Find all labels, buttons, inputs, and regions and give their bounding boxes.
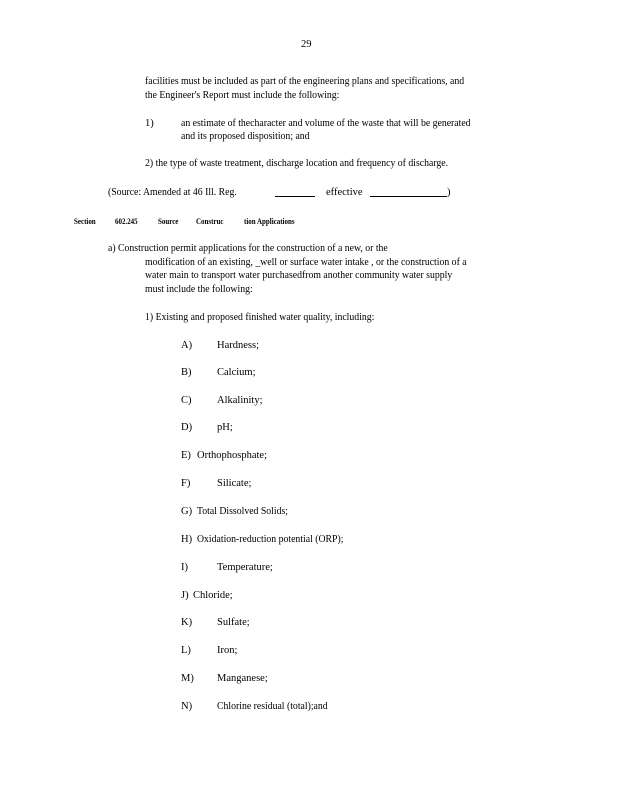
list-letter: K) bbox=[181, 617, 193, 628]
list-letter: G) bbox=[181, 506, 193, 517]
intro-line-1: facilities must be included as part of the engineering plans and specifications, and bbox=[145, 76, 465, 87]
list-letter: L) bbox=[181, 645, 191, 656]
item-2: 2) the type of waste treatment, discharge location and frequency of discharge. bbox=[145, 158, 449, 169]
source-label: (Source: Amended at 46 Ill. Reg. bbox=[108, 187, 237, 198]
list-letter: I) bbox=[181, 562, 188, 573]
list-item-text: Temperature; bbox=[217, 562, 273, 573]
item-1-line-2: and its proposed disposition; and bbox=[181, 131, 310, 142]
list-letter: M) bbox=[181, 673, 194, 684]
section-title-word-3: tion Applications bbox=[244, 216, 295, 226]
page-number: 29 bbox=[301, 39, 312, 50]
list-letter: N) bbox=[181, 701, 193, 712]
para-a-line-2: modification of an existing, _well or surface water intake , or the construction of a bbox=[145, 257, 467, 268]
list-letter: E) bbox=[181, 450, 191, 461]
section-number: 602.245 bbox=[115, 216, 138, 226]
list-letter: J) bbox=[181, 590, 189, 601]
list-item-text: Silicate; bbox=[217, 478, 252, 489]
para-a-line-1: a) Construction permit applications for the construction of a new, or the bbox=[108, 243, 388, 254]
list-letter: C) bbox=[181, 395, 192, 406]
sub-item-1: 1) Existing and proposed finished water quality, including: bbox=[145, 312, 375, 323]
para-a-line-3: water main to transport water purchasedfrom another community water supply bbox=[145, 270, 453, 281]
intro-line-2: the Engineer's Report must include the following: bbox=[145, 90, 340, 101]
list-item-text: Hardness; bbox=[217, 340, 259, 351]
list-item-text: Oxidation-reduction potential (ORP); bbox=[197, 534, 344, 545]
item-1-number: 1) bbox=[145, 118, 154, 129]
list-item-text: Calcium; bbox=[217, 367, 256, 378]
list-item-text: Manganese; bbox=[217, 673, 268, 684]
list-item-text: Orthophosphate; bbox=[197, 450, 267, 461]
list-item-text: Sulfate; bbox=[217, 617, 250, 628]
list-item-text: Alkalinity; bbox=[217, 395, 263, 406]
source-effective: effective bbox=[326, 187, 363, 198]
section-label: Section bbox=[74, 216, 96, 226]
item-1-line-1: an estimate of thecharacter and volume of the waste that will be generated bbox=[181, 118, 471, 129]
list-item-text: Chlorine residual (total);and bbox=[217, 701, 328, 712]
source-blank-1 bbox=[275, 186, 315, 197]
list-item-text: Iron; bbox=[217, 645, 238, 656]
list-item-text: pH; bbox=[217, 422, 233, 433]
source-close: ) bbox=[447, 187, 451, 198]
list-letter: F) bbox=[181, 478, 191, 489]
list-letter: H) bbox=[181, 534, 193, 545]
para-a-line-4: must include the following: bbox=[145, 284, 253, 295]
list-letter: A) bbox=[181, 340, 193, 351]
list-letter: D) bbox=[181, 422, 193, 433]
list-letter: B) bbox=[181, 367, 192, 378]
section-title-word-2: Construc bbox=[196, 216, 224, 226]
list-item-text: Total Dissolved Solids; bbox=[197, 506, 289, 517]
list-item-text: Chloride; bbox=[193, 590, 233, 601]
source-blank-2 bbox=[370, 186, 447, 197]
section-title-word-1: Source bbox=[158, 216, 179, 226]
